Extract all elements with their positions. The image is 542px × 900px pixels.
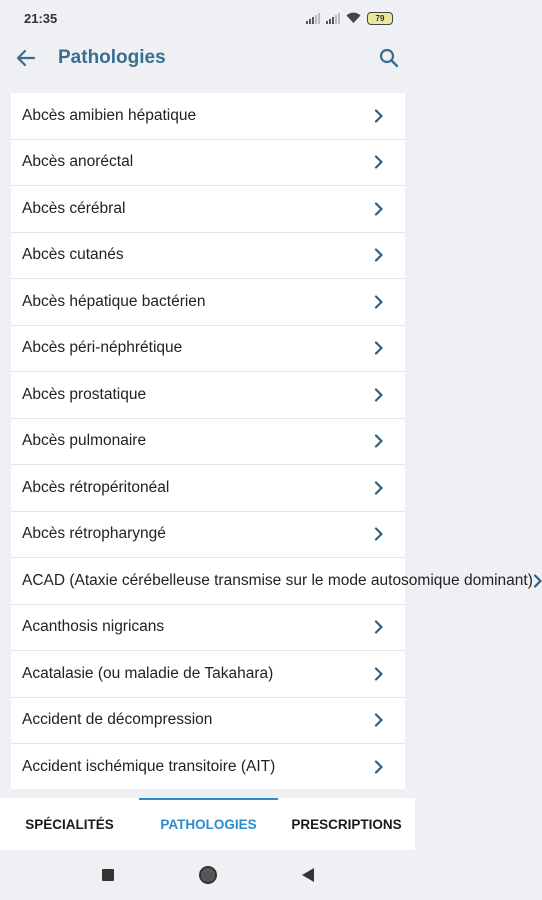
- list-item-label: Abcès hépatique bactérien: [22, 292, 206, 310]
- list-item-label: Accident ischémique transitoire (AIT): [22, 758, 276, 776]
- triangle-left-icon: [301, 867, 315, 883]
- list-item-label: Abcès pulmonaire: [22, 432, 147, 450]
- circle-icon: [197, 864, 219, 886]
- arrow-left-icon: [16, 48, 36, 68]
- list-item-label: Acatalasie (ou maladie de Takahara): [22, 664, 274, 682]
- status-bar: [0, 0, 415, 36]
- chevron-right-icon: [533, 574, 542, 588]
- chevron-right-icon: [369, 109, 383, 123]
- list-item-label: ACAD (Ataxie cérébelleuse transmise sur le mode autosomique dominant): [22, 571, 533, 589]
- pathology-list: [11, 93, 533, 789]
- list-item[interactable]: [11, 93, 405, 140]
- list-item[interactable]: [11, 186, 405, 233]
- list-item-label: Abcès rétropéritonéal: [22, 478, 170, 496]
- chevron-right-icon: [369, 248, 383, 262]
- list-item[interactable]: [11, 419, 405, 466]
- wifi-icon: [346, 12, 361, 24]
- chevron-right-icon: [369, 155, 383, 169]
- chevron-right-icon: [369, 760, 383, 774]
- list-item[interactable]: [11, 279, 405, 326]
- list-item-label: Abcès prostatique: [22, 385, 147, 403]
- list-item[interactable]: [11, 651, 405, 698]
- list-item-label: Acanthosis nigricans: [22, 618, 165, 636]
- search-button[interactable]: [363, 36, 415, 80]
- list-item-label: Abcès péri-néphrétique: [22, 339, 183, 357]
- list-item[interactable]: [11, 372, 405, 419]
- list-item[interactable]: [11, 512, 405, 559]
- list-item[interactable]: [11, 233, 405, 280]
- list-item-label: Abcès cérébral: [22, 199, 126, 217]
- chevron-right-icon: [369, 713, 383, 727]
- signal-icon: [306, 13, 320, 24]
- list-item[interactable]: [11, 744, 405, 791]
- back-nav-button[interactable]: [293, 860, 323, 890]
- tab-pathologies[interactable]: PATHOLOGIES: [139, 798, 278, 850]
- list-item-label: Abcès rétropharyngé: [22, 525, 166, 543]
- signal-icon-2: [326, 13, 340, 24]
- search-icon: [379, 48, 399, 68]
- list-item[interactable]: [11, 465, 405, 512]
- list-item[interactable]: [11, 558, 533, 605]
- bottom-nav: [0, 798, 415, 850]
- list-item-label: Abcès amibien hépatique: [22, 106, 197, 124]
- system-nav-bar: [0, 850, 415, 900]
- chevron-right-icon: [369, 620, 383, 634]
- page-title: Pathologies: [58, 47, 166, 68]
- status-icons: [306, 12, 393, 25]
- list-item-label: Abcès cutanés: [22, 246, 124, 264]
- list-item-label: Abcès anoréctal: [22, 153, 134, 171]
- chevron-right-icon: [369, 527, 383, 541]
- tab-prescriptions[interactable]: PRESCRIPTIONS: [291, 816, 402, 832]
- app-bar: [0, 36, 415, 80]
- status-time: 21:35: [24, 10, 58, 26]
- square-icon: [101, 868, 115, 882]
- chevron-right-icon: [369, 388, 383, 402]
- list-item[interactable]: [11, 326, 405, 373]
- chevron-right-icon: [369, 341, 383, 355]
- battery-icon: 79: [367, 12, 393, 25]
- chevron-right-icon: [369, 434, 383, 448]
- home-button[interactable]: [193, 860, 223, 890]
- list-item[interactable]: [11, 140, 405, 187]
- chevron-right-icon: [369, 295, 383, 309]
- list-item-label: Accident de décompression: [22, 711, 213, 729]
- back-button[interactable]: [0, 36, 52, 80]
- list-item[interactable]: [11, 605, 405, 652]
- chevron-right-icon: [369, 202, 383, 216]
- chevron-right-icon: [369, 481, 383, 495]
- chevron-right-icon: [369, 667, 383, 681]
- recent-apps-button[interactable]: [93, 860, 123, 890]
- tab-specialites[interactable]: SPÉCIALITÉS: [25, 816, 114, 832]
- list-item[interactable]: [11, 698, 405, 745]
